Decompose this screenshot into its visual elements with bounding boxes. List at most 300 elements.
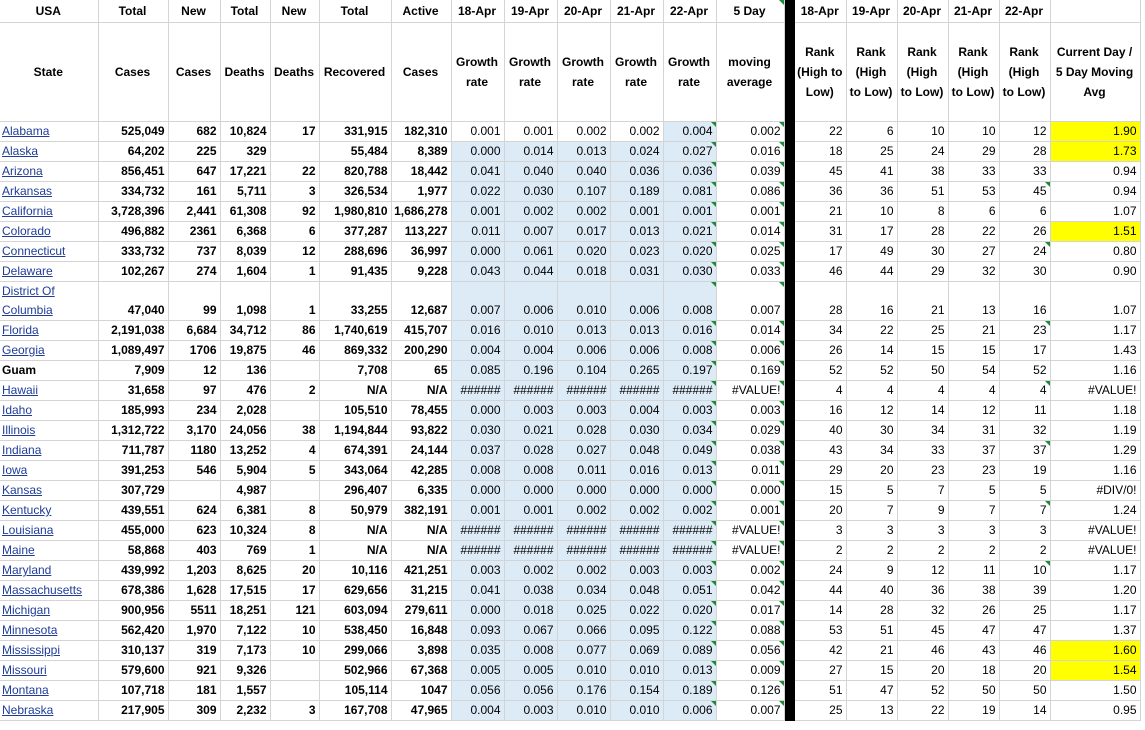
cell-total-cases[interactable]: 1,089,497 <box>98 341 168 361</box>
cell-growth-21-apr[interactable]: 0.004 <box>610 401 663 421</box>
cell-growth-18-apr[interactable]: 0.093 <box>451 621 504 641</box>
cell-total-recovered[interactable]: 331,915 <box>319 122 391 142</box>
cell-growth-22-apr[interactable]: 0.006 <box>663 701 716 721</box>
cell-rank-20-apr[interactable]: 29 <box>897 262 948 282</box>
cell-growth-18-apr[interactable]: 0.004 <box>451 701 504 721</box>
cell-growth-21-apr[interactable]: ###### <box>610 541 663 561</box>
header-new-deaths[interactable]: New <box>270 0 319 23</box>
cell-new-cases[interactable]: 2,441 <box>168 202 220 222</box>
header-growth-19-apr[interactable]: Growth rate <box>504 23 557 122</box>
cell-rank-20-apr[interactable]: 15 <box>897 341 948 361</box>
cell-ratio[interactable]: 1.29 <box>1050 441 1140 461</box>
cell-ratio[interactable]: 0.80 <box>1050 242 1140 262</box>
cell-rank-20-apr[interactable]: 25 <box>897 321 948 341</box>
cell-new-deaths[interactable] <box>270 661 319 681</box>
cell-rank-19-apr[interactable]: 22 <box>846 321 897 341</box>
cell-moving-average[interactable]: 0.126 <box>716 681 784 701</box>
cell-moving-average[interactable]: 0.002 <box>716 122 784 142</box>
cell-total-recovered[interactable]: 105,510 <box>319 401 391 421</box>
cell-ratio[interactable]: 1.37 <box>1050 621 1140 641</box>
cell-new-deaths[interactable]: 46 <box>270 341 319 361</box>
header-total-cases[interactable]: Total <box>98 0 168 23</box>
cell-growth-18-apr[interactable]: 0.003 <box>451 561 504 581</box>
cell-growth-19-apr[interactable]: ###### <box>504 381 557 401</box>
header-rank-19-apr[interactable]: Rank (High to Low) <box>846 23 897 122</box>
cell-rank-20-apr[interactable]: 30 <box>897 242 948 262</box>
cell-growth-21-apr[interactable]: 0.010 <box>610 661 663 681</box>
cell-active-cases[interactable]: 8,389 <box>391 142 451 162</box>
cell-total-deaths[interactable]: 1,098 <box>220 282 270 321</box>
cell-rank-22-apr[interactable]: 32 <box>999 421 1050 441</box>
cell-rank-18-apr[interactable]: 14 <box>795 601 846 621</box>
cell-total-recovered[interactable]: 674,391 <box>319 441 391 461</box>
cell-rank-20-apr[interactable]: 32 <box>897 601 948 621</box>
cell-growth-20-apr[interactable]: 0.013 <box>557 321 610 341</box>
cell-new-deaths[interactable]: 3 <box>270 701 319 721</box>
cell-rank-21-apr[interactable]: 10 <box>948 122 999 142</box>
cell-growth-18-apr[interactable]: 0.016 <box>451 321 504 341</box>
cell-new-cases[interactable]: 1180 <box>168 441 220 461</box>
cell-growth-20-apr[interactable]: 0.077 <box>557 641 610 661</box>
cell-total-deaths[interactable]: 7,122 <box>220 621 270 641</box>
cell-rank-18-apr[interactable]: 26 <box>795 341 846 361</box>
cell-moving-average[interactable]: 0.042 <box>716 581 784 601</box>
cell-total-cases[interactable]: 64,202 <box>98 142 168 162</box>
cell-growth-21-apr[interactable]: 0.023 <box>610 242 663 262</box>
cell-total-deaths[interactable]: 1,604 <box>220 262 270 282</box>
cell-rank-20-apr[interactable]: 7 <box>897 481 948 501</box>
cell-rank-21-apr[interactable]: 18 <box>948 661 999 681</box>
cell-growth-21-apr[interactable]: 0.006 <box>610 341 663 361</box>
cell-moving-average[interactable]: 0.014 <box>716 321 784 341</box>
cell-active-cases[interactable]: 182,310 <box>391 122 451 142</box>
cell-growth-20-apr[interactable]: 0.018 <box>557 262 610 282</box>
cell-rank-18-apr[interactable]: 25 <box>795 701 846 721</box>
cell-new-deaths[interactable]: 17 <box>270 581 319 601</box>
cell-ratio[interactable]: 1.51 <box>1050 222 1140 242</box>
header-rank-21-apr[interactable]: Rank (High to Low) <box>948 23 999 122</box>
cell-growth-22-apr[interactable]: 0.008 <box>663 341 716 361</box>
header-active-cases[interactable]: Active <box>391 0 451 23</box>
cell-total-cases[interactable]: 856,451 <box>98 162 168 182</box>
cell-moving-average[interactable]: #VALUE! <box>716 381 784 401</box>
cell-new-cases[interactable]: 647 <box>168 162 220 182</box>
cell-growth-22-apr[interactable]: 0.030 <box>663 262 716 282</box>
cell-growth-22-apr[interactable]: 0.089 <box>663 641 716 661</box>
cell-total-deaths[interactable]: 9,326 <box>220 661 270 681</box>
header-growth-21-apr[interactable]: 21-Apr <box>610 0 663 23</box>
cell-total-cases[interactable]: 334,732 <box>98 182 168 202</box>
header-ratio[interactable] <box>1050 0 1140 23</box>
cell-growth-18-apr[interactable]: 0.041 <box>451 581 504 601</box>
cell-growth-20-apr[interactable]: 0.017 <box>557 222 610 242</box>
cell-growth-20-apr[interactable]: 0.034 <box>557 581 610 601</box>
cell-rank-19-apr[interactable]: 16 <box>846 282 897 321</box>
cell-ratio[interactable]: 1.73 <box>1050 142 1140 162</box>
cell-new-deaths[interactable]: 8 <box>270 521 319 541</box>
cell-growth-19-apr[interactable]: ###### <box>504 521 557 541</box>
cell-total-deaths[interactable]: 34,712 <box>220 321 270 341</box>
cell-growth-18-apr[interactable]: 0.022 <box>451 182 504 202</box>
cell-growth-18-apr[interactable]: ###### <box>451 521 504 541</box>
cell-growth-19-apr[interactable]: 0.002 <box>504 561 557 581</box>
cell-growth-21-apr[interactable]: 0.016 <box>610 461 663 481</box>
cell-rank-21-apr[interactable]: 13 <box>948 282 999 321</box>
header-rank-21-apr[interactable]: 21-Apr <box>948 0 999 23</box>
cell-ratio[interactable]: 1.24 <box>1050 501 1140 521</box>
cell-growth-18-apr[interactable]: 0.000 <box>451 601 504 621</box>
cell-rank-21-apr[interactable]: 21 <box>948 321 999 341</box>
cell-active-cases[interactable]: 42,285 <box>391 461 451 481</box>
cell-growth-20-apr[interactable]: 0.002 <box>557 202 610 222</box>
cell-growth-19-apr[interactable]: 0.038 <box>504 581 557 601</box>
header-state[interactable]: USA <box>0 0 98 23</box>
cell-moving-average[interactable]: 0.009 <box>716 661 784 681</box>
cell-growth-18-apr[interactable]: 0.000 <box>451 401 504 421</box>
cell-rank-22-apr[interactable]: 37 <box>999 441 1050 461</box>
cell-growth-19-apr[interactable]: 0.000 <box>504 481 557 501</box>
cell-total-cases[interactable]: 455,000 <box>98 521 168 541</box>
cell-rank-18-apr[interactable]: 31 <box>795 222 846 242</box>
cell-new-cases[interactable]: 274 <box>168 262 220 282</box>
cell-growth-21-apr[interactable]: 0.154 <box>610 681 663 701</box>
cell-growth-20-apr[interactable]: 0.003 <box>557 401 610 421</box>
cell-growth-20-apr[interactable]: 0.040 <box>557 162 610 182</box>
header-total-recovered[interactable]: Total <box>319 0 391 23</box>
cell-rank-22-apr[interactable]: 50 <box>999 681 1050 701</box>
cell-active-cases[interactable]: 36,997 <box>391 242 451 262</box>
cell-new-deaths[interactable]: 1 <box>270 282 319 321</box>
cell-rank-19-apr[interactable]: 49 <box>846 242 897 262</box>
cell-growth-19-apr[interactable]: 0.040 <box>504 162 557 182</box>
cell-rank-19-apr[interactable]: 17 <box>846 222 897 242</box>
cell-new-cases[interactable]: 921 <box>168 661 220 681</box>
cell-growth-22-apr[interactable]: 0.016 <box>663 321 716 341</box>
cell-ratio[interactable]: 1.54 <box>1050 661 1140 681</box>
cell-growth-22-apr[interactable]: 0.189 <box>663 681 716 701</box>
state-link[interactable]: Colorado <box>0 222 98 242</box>
cell-ratio[interactable]: 1.17 <box>1050 321 1140 341</box>
cell-growth-18-apr[interactable]: 0.056 <box>451 681 504 701</box>
cell-growth-18-apr[interactable]: 0.001 <box>451 501 504 521</box>
cell-total-cases[interactable]: 7,909 <box>98 361 168 381</box>
cell-new-cases[interactable]: 6,684 <box>168 321 220 341</box>
cell-growth-18-apr[interactable]: 0.007 <box>451 282 504 321</box>
cell-growth-20-apr[interactable]: 0.000 <box>557 481 610 501</box>
cell-growth-19-apr[interactable]: 0.028 <box>504 441 557 461</box>
header-growth-22-apr[interactable]: Growth rate <box>663 23 716 122</box>
cell-ratio[interactable]: 1.90 <box>1050 122 1140 142</box>
cell-rank-19-apr[interactable]: 7 <box>846 501 897 521</box>
cell-rank-18-apr[interactable]: 29 <box>795 461 846 481</box>
cell-new-cases[interactable] <box>168 481 220 501</box>
cell-growth-20-apr[interactable]: 0.002 <box>557 122 610 142</box>
cell-rank-20-apr[interactable]: 51 <box>897 182 948 202</box>
cell-ratio[interactable]: #VALUE! <box>1050 541 1140 561</box>
cell-growth-21-apr[interactable]: 0.013 <box>610 222 663 242</box>
cell-rank-21-apr[interactable]: 38 <box>948 581 999 601</box>
cell-growth-20-apr[interactable]: 0.028 <box>557 421 610 441</box>
cell-growth-18-apr[interactable]: 0.085 <box>451 361 504 381</box>
cell-rank-20-apr[interactable]: 52 <box>897 681 948 701</box>
cell-rank-18-apr[interactable]: 42 <box>795 641 846 661</box>
cell-rank-22-apr[interactable]: 20 <box>999 661 1050 681</box>
header-growth-20-apr[interactable]: Growth rate <box>557 23 610 122</box>
cell-growth-21-apr[interactable]: 0.030 <box>610 421 663 441</box>
cell-rank-18-apr[interactable]: 28 <box>795 282 846 321</box>
cell-moving-average[interactable]: 0.025 <box>716 242 784 262</box>
cell-growth-18-apr[interactable]: 0.008 <box>451 461 504 481</box>
cell-moving-average[interactable]: 0.016 <box>716 142 784 162</box>
cell-growth-22-apr[interactable]: 0.021 <box>663 222 716 242</box>
cell-growth-22-apr[interactable]: 0.197 <box>663 361 716 381</box>
cell-growth-22-apr[interactable]: 0.049 <box>663 441 716 461</box>
cell-new-cases[interactable]: 181 <box>168 681 220 701</box>
cell-growth-21-apr[interactable]: 0.048 <box>610 581 663 601</box>
cell-growth-22-apr[interactable]: 0.020 <box>663 242 716 262</box>
cell-ratio[interactable]: 1.60 <box>1050 641 1140 661</box>
cell-new-cases[interactable]: 99 <box>168 282 220 321</box>
state-link[interactable]: Missouri <box>0 661 98 681</box>
cell-total-cases[interactable]: 107,718 <box>98 681 168 701</box>
cell-rank-21-apr[interactable]: 31 <box>948 421 999 441</box>
cell-ratio[interactable]: 1.43 <box>1050 341 1140 361</box>
cell-rank-22-apr[interactable]: 39 <box>999 581 1050 601</box>
header-growth-21-apr[interactable]: Growth rate <box>610 23 663 122</box>
cell-growth-20-apr[interactable]: 0.002 <box>557 501 610 521</box>
cell-growth-19-apr[interactable]: 0.006 <box>504 282 557 321</box>
header-total-deaths[interactable]: Deaths <box>220 23 270 122</box>
cell-active-cases[interactable]: 6,335 <box>391 481 451 501</box>
cell-total-cases[interactable]: 579,600 <box>98 661 168 681</box>
cell-active-cases[interactable]: 16,848 <box>391 621 451 641</box>
state-link[interactable]: Arkansas <box>0 182 98 202</box>
cell-total-recovered[interactable]: 296,407 <box>319 481 391 501</box>
cell-rank-19-apr[interactable]: 2 <box>846 541 897 561</box>
cell-growth-22-apr[interactable]: 0.122 <box>663 621 716 641</box>
state-link[interactable]: District Of Columbia <box>0 282 98 321</box>
header-rank-20-apr[interactable]: 20-Apr <box>897 0 948 23</box>
cell-total-deaths[interactable]: 8,625 <box>220 561 270 581</box>
cell-rank-19-apr[interactable]: 44 <box>846 262 897 282</box>
cell-new-deaths[interactable]: 8 <box>270 501 319 521</box>
header-rank-22-apr[interactable]: 22-Apr <box>999 0 1050 23</box>
cell-rank-21-apr[interactable]: 2 <box>948 541 999 561</box>
cell-total-deaths[interactable]: 17,221 <box>220 162 270 182</box>
cell-rank-19-apr[interactable]: 4 <box>846 381 897 401</box>
cell-total-recovered[interactable]: N/A <box>319 521 391 541</box>
cell-total-deaths[interactable]: 1,557 <box>220 681 270 701</box>
cell-rank-21-apr[interactable]: 27 <box>948 242 999 262</box>
cell-growth-20-apr[interactable]: 0.010 <box>557 282 610 321</box>
cell-rank-20-apr[interactable]: 2 <box>897 541 948 561</box>
cell-growth-22-apr[interactable]: 0.036 <box>663 162 716 182</box>
cell-active-cases[interactable]: 47,965 <box>391 701 451 721</box>
cell-total-recovered[interactable]: 343,064 <box>319 461 391 481</box>
cell-new-deaths[interactable]: 92 <box>270 202 319 222</box>
cell-total-recovered[interactable]: N/A <box>319 541 391 561</box>
cell-active-cases[interactable]: 18,442 <box>391 162 451 182</box>
cell-rank-20-apr[interactable]: 22 <box>897 701 948 721</box>
cell-growth-18-apr[interactable]: 0.005 <box>451 661 504 681</box>
cell-rank-22-apr[interactable]: 6 <box>999 202 1050 222</box>
cell-growth-21-apr[interactable]: 0.036 <box>610 162 663 182</box>
cell-total-cases[interactable]: 391,253 <box>98 461 168 481</box>
cell-moving-average[interactable]: 0.029 <box>716 421 784 441</box>
cell-total-recovered[interactable]: 299,066 <box>319 641 391 661</box>
cell-growth-19-apr[interactable]: 0.001 <box>504 122 557 142</box>
cell-growth-19-apr[interactable]: 0.018 <box>504 601 557 621</box>
cell-rank-19-apr[interactable]: 34 <box>846 441 897 461</box>
cell-new-deaths[interactable] <box>270 142 319 162</box>
cell-growth-18-apr[interactable]: 0.041 <box>451 162 504 182</box>
state-link[interactable]: Louisiana <box>0 521 98 541</box>
state-link[interactable]: Arizona <box>0 162 98 182</box>
cell-active-cases[interactable]: 93,822 <box>391 421 451 441</box>
cell-growth-20-apr[interactable]: ###### <box>557 541 610 561</box>
cell-rank-19-apr[interactable]: 51 <box>846 621 897 641</box>
cell-growth-19-apr[interactable]: 0.021 <box>504 421 557 441</box>
cell-rank-18-apr[interactable]: 4 <box>795 381 846 401</box>
cell-rank-22-apr[interactable]: 10 <box>999 561 1050 581</box>
cell-total-cases[interactable]: 47,040 <box>98 282 168 321</box>
cell-new-cases[interactable]: 1706 <box>168 341 220 361</box>
cell-growth-21-apr[interactable]: 0.189 <box>610 182 663 202</box>
state-link[interactable]: Indiana <box>0 441 98 461</box>
cell-new-deaths[interactable]: 20 <box>270 561 319 581</box>
state-link[interactable]: Massachusetts <box>0 581 98 601</box>
cell-total-recovered[interactable]: 869,332 <box>319 341 391 361</box>
cell-new-deaths[interactable] <box>270 361 319 381</box>
cell-total-cases[interactable]: 562,420 <box>98 621 168 641</box>
cell-rank-20-apr[interactable]: 8 <box>897 202 948 222</box>
cell-total-deaths[interactable]: 10,324 <box>220 521 270 541</box>
cell-ratio[interactable]: 1.19 <box>1050 421 1140 441</box>
cell-active-cases[interactable]: 65 <box>391 361 451 381</box>
cell-total-cases[interactable]: 307,729 <box>98 481 168 501</box>
cell-growth-19-apr[interactable]: ###### <box>504 541 557 561</box>
cell-growth-19-apr[interactable]: 0.061 <box>504 242 557 262</box>
cell-growth-21-apr[interactable]: 0.022 <box>610 601 663 621</box>
cell-active-cases[interactable]: 12,687 <box>391 282 451 321</box>
cell-rank-22-apr[interactable]: 5 <box>999 481 1050 501</box>
cell-rank-22-apr[interactable]: 19 <box>999 461 1050 481</box>
cell-total-cases[interactable]: 333,732 <box>98 242 168 262</box>
cell-growth-18-apr[interactable]: 0.000 <box>451 142 504 162</box>
cell-active-cases[interactable]: 421,251 <box>391 561 451 581</box>
cell-rank-19-apr[interactable]: 12 <box>846 401 897 421</box>
header-growth-22-apr[interactable]: 22-Apr <box>663 0 716 23</box>
cell-new-cases[interactable]: 1,970 <box>168 621 220 641</box>
cell-total-recovered[interactable]: 603,094 <box>319 601 391 621</box>
cell-rank-19-apr[interactable]: 52 <box>846 361 897 381</box>
header-rank-18-apr[interactable]: Rank (High to Low) <box>795 23 846 122</box>
cell-total-recovered[interactable]: 1,980,810 <box>319 202 391 222</box>
cell-rank-20-apr[interactable]: 46 <box>897 641 948 661</box>
cell-growth-22-apr[interactable]: ###### <box>663 381 716 401</box>
cell-rank-21-apr[interactable]: 22 <box>948 222 999 242</box>
cell-ratio[interactable]: 0.94 <box>1050 162 1140 182</box>
cell-active-cases[interactable]: N/A <box>391 521 451 541</box>
cell-total-deaths[interactable]: 13,252 <box>220 441 270 461</box>
cell-rank-18-apr[interactable]: 51 <box>795 681 846 701</box>
cell-rank-18-apr[interactable]: 52 <box>795 361 846 381</box>
cell-rank-20-apr[interactable]: 21 <box>897 282 948 321</box>
cell-rank-19-apr[interactable]: 28 <box>846 601 897 621</box>
cell-total-recovered[interactable]: 288,696 <box>319 242 391 262</box>
cell-new-cases[interactable]: 737 <box>168 242 220 262</box>
header-total-deaths[interactable]: Total <box>220 0 270 23</box>
cell-new-cases[interactable]: 546 <box>168 461 220 481</box>
cell-growth-21-apr[interactable]: 0.002 <box>610 122 663 142</box>
header-ratio[interactable]: Current Day / 5 Day Moving Avg <box>1050 23 1140 122</box>
cell-growth-20-apr[interactable]: 0.107 <box>557 182 610 202</box>
cell-total-recovered[interactable]: 105,114 <box>319 681 391 701</box>
state-link[interactable]: Illinois <box>0 421 98 441</box>
cell-total-cases[interactable]: 58,868 <box>98 541 168 561</box>
cell-total-deaths[interactable]: 24,056 <box>220 421 270 441</box>
cell-total-recovered[interactable]: 33,255 <box>319 282 391 321</box>
cell-rank-18-apr[interactable]: 18 <box>795 142 846 162</box>
cell-growth-20-apr[interactable]: 0.027 <box>557 441 610 461</box>
cell-rank-20-apr[interactable]: 12 <box>897 561 948 581</box>
cell-growth-20-apr[interactable]: 0.066 <box>557 621 610 641</box>
header-total-cases[interactable]: Cases <box>98 23 168 122</box>
cell-total-recovered[interactable]: 167,708 <box>319 701 391 721</box>
cell-growth-21-apr[interactable]: 0.001 <box>610 202 663 222</box>
cell-growth-22-apr[interactable]: 0.004 <box>663 122 716 142</box>
cell-rank-22-apr[interactable]: 30 <box>999 262 1050 282</box>
cell-rank-21-apr[interactable]: 23 <box>948 461 999 481</box>
cell-new-cases[interactable]: 624 <box>168 501 220 521</box>
cell-total-deaths[interactable]: 476 <box>220 381 270 401</box>
cell-new-cases[interactable]: 1,628 <box>168 581 220 601</box>
cell-growth-19-apr[interactable]: 0.002 <box>504 202 557 222</box>
cell-rank-21-apr[interactable]: 3 <box>948 521 999 541</box>
cell-rank-21-apr[interactable]: 37 <box>948 441 999 461</box>
cell-moving-average[interactable]: 0.007 <box>716 282 784 321</box>
cell-new-cases[interactable]: 682 <box>168 122 220 142</box>
header-growth-20-apr[interactable]: 20-Apr <box>557 0 610 23</box>
cell-moving-average[interactable]: 0.007 <box>716 701 784 721</box>
cell-growth-19-apr[interactable]: 0.003 <box>504 401 557 421</box>
cell-growth-21-apr[interactable]: 0.265 <box>610 361 663 381</box>
cell-rank-20-apr[interactable]: 38 <box>897 162 948 182</box>
state-link[interactable]: Kentucky <box>0 501 98 521</box>
cell-active-cases[interactable]: N/A <box>391 381 451 401</box>
cell-total-cases[interactable]: 678,386 <box>98 581 168 601</box>
cell-rank-19-apr[interactable]: 30 <box>846 421 897 441</box>
cell-growth-18-apr[interactable]: ###### <box>451 381 504 401</box>
cell-new-deaths[interactable] <box>270 401 319 421</box>
cell-rank-21-apr[interactable]: 19 <box>948 701 999 721</box>
cell-growth-22-apr[interactable]: 0.001 <box>663 202 716 222</box>
cell-growth-19-apr[interactable]: 0.067 <box>504 621 557 641</box>
cell-growth-20-apr[interactable]: 0.010 <box>557 701 610 721</box>
cell-total-cases[interactable]: 1,312,722 <box>98 421 168 441</box>
cell-moving-average[interactable]: 0.169 <box>716 361 784 381</box>
cell-new-cases[interactable]: 5511 <box>168 601 220 621</box>
cell-total-deaths[interactable]: 769 <box>220 541 270 561</box>
cell-ratio[interactable]: 1.17 <box>1050 561 1140 581</box>
cell-rank-22-apr[interactable]: 52 <box>999 361 1050 381</box>
cell-growth-22-apr[interactable]: 0.034 <box>663 421 716 441</box>
cell-new-cases[interactable]: 1,203 <box>168 561 220 581</box>
cell-total-recovered[interactable]: 1,740,619 <box>319 321 391 341</box>
header-total-recovered[interactable]: Recovered <box>319 23 391 122</box>
cell-ratio[interactable]: #VALUE! <box>1050 521 1140 541</box>
cell-rank-22-apr[interactable]: 47 <box>999 621 1050 641</box>
